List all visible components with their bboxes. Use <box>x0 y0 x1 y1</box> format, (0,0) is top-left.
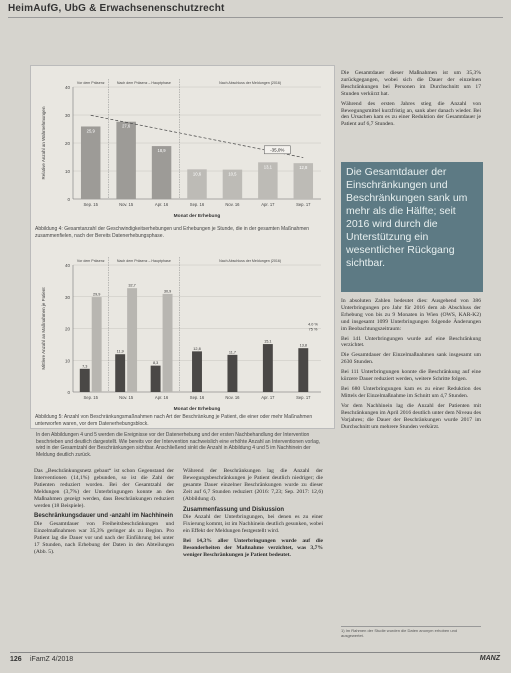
y-axis-label: Mittlere Anzahl an Maßnahmen je Patient <box>41 287 46 370</box>
x-axis-label: Monat der Erhebung <box>173 214 221 219</box>
page-footer <box>10 652 500 665</box>
right-para-1: Die Gesamtdauer dieser Maßnahmen ist um 35,3% zurückgegangen, wobei sich die Dauer der einzelnen Beschränkungen bei Personen im Durchschnitt um 17 Stunden verkürzt hat. <box>341 70 481 97</box>
body-column-right-top <box>341 70 481 131</box>
x-axis-label: Monat der Erhebung <box>173 407 221 412</box>
col1-para-2: Die Gesamtdauer von Freiheitsbeschränkungen und Einzelmaßnahmen war 35,3% geringer als zu Beginn. Pro Patient lag die Dauer vor und nach der Einführung bei unter 17 Stunden, nach Erhebung der Daten in den Abteilungen (Abb. 5). <box>34 521 174 555</box>
body-column-1 <box>34 468 174 559</box>
y-tick-label: 40 <box>64 263 70 268</box>
y-tick-label: 0 <box>67 197 70 202</box>
publisher-logo: MANZ <box>479 655 500 662</box>
x-tick-label: Sep. 15 <box>83 395 98 400</box>
y-tick-label: 40 <box>64 85 70 90</box>
bar-value-label: 7,3 <box>82 364 88 369</box>
y-tick-label: 30 <box>64 113 70 118</box>
bar-value-label: 25,9 <box>86 128 95 134</box>
x-tick-label: Apr. 17 <box>261 202 275 207</box>
right-b-para-3: Die Gesamtdauer der Einzelmaßnahmen sank insgesamt um 2630 Stunden. <box>341 352 481 366</box>
bar-value-label: 29,9 <box>92 292 101 297</box>
bar-series-1 <box>151 366 161 392</box>
y-tick-label: 20 <box>64 141 70 146</box>
x-tick-label: Sep. 16 <box>189 395 205 400</box>
col2-para-1: Während der Beschränkungen lag die Anzahl der Bewegungsbeschränkungen je Patient deutlich niedriger; die gesamte Dauer einzelner Beschränkungen wurde zu dieser Zeit auf 6,7 Stunden reduziert (2016: 7,23; Sep. 2017: 12,6) (Abbildung 4). <box>183 468 323 502</box>
col2-para-3: Bei 14,3% aller Unterbringungen wurde auf die Besonderheiten der Maßnahme verzichtet, was 3,7% weniger Beschränkungen je Patient bedeutet. <box>183 538 323 558</box>
right-b-para-2: Bei 141 Unterbringungen wurde auf eine Beschränkung verzichtet. <box>341 335 481 349</box>
x-tick-label: Apr. 16 <box>154 202 169 207</box>
y-axis-label: Relative Anzahl an Wahrnehmungen <box>41 106 46 180</box>
bar <box>81 126 100 199</box>
right-b-para-1: In absoluten Zahlen bedeutet dies: Ausgehend von 386 Unterbringungen pro Jahr für 2016 dem ab Abschluss der Erhebung von bis zu 9 Monaten in Wien (OWS, KAR-K2) und insgesamt 1099 Unterbringungen folgende Änderungen im Beobachtungszeitraum: <box>341 298 481 332</box>
col1-para-1: Das „Beschränkungsnetz gebaut“ ist schon Gegenstand der Interventionen (14,1%) gebunden, so ist die Zahl der Patienten reduziert worden. Bei der Gesamtzahl der Meldungen (3,7%) der Unterbringungen konnte an den Maßnahmen gezeigt werden, dass Beschränkungen reduziert werden (18 Beispiele). <box>34 468 174 509</box>
bar-value-label: 10,5 <box>228 171 237 177</box>
bar-value-label: 12,8 <box>299 165 308 171</box>
figure-panel <box>30 65 335 429</box>
side-annotation: 4.0 % <box>308 322 318 327</box>
bar-series-1 <box>115 354 125 392</box>
body-column-2 <box>183 468 323 562</box>
bar <box>152 146 171 199</box>
y-tick-label: 20 <box>64 326 70 332</box>
bar-series-1 <box>80 369 90 392</box>
pull-quote: Die Gesamtdauer der Einschränkungen und Beschränkungen sank um mehr als die Hälfte; seit 2016 wird durch die Unterstützung ein wesentlicher Rückgang sichtbar. <box>341 162 483 292</box>
x-tick-label: Apr. 17 <box>261 395 275 400</box>
col2-para-2: Die Anzahl der Unterbringungen, bei denen es zu einer Fixierung kommt, ist im Nachhinein deutlich gesunken, wobei ein Effekt der Meldungen festgestellt wird. <box>183 514 323 535</box>
x-tick-label: Sep. 16 <box>189 202 205 207</box>
page-number: 126 <box>10 656 22 663</box>
x-tick-label: Sep. 17 <box>296 395 311 400</box>
chart2-caption: Abbildung 5: Anzahl von Beschränkungsmaßnahmen nach Art der Beschränkung je Patient, die einer oder mehr Maßnahmen unterworfen waren, vor dem Datenerhebungsblock. <box>35 414 313 427</box>
y-tick-label: 0 <box>67 390 70 395</box>
bar-series-1 <box>298 348 308 392</box>
bar-value-label: 30,9 <box>163 289 172 294</box>
annotation-label: -35,0% <box>270 147 285 153</box>
phase-label: Nach dem Präsenz – Hauptphase <box>116 81 171 85</box>
phase-label: Vor dem Präsenz <box>76 259 105 263</box>
bar-series-1 <box>227 355 237 392</box>
bar-series-1 <box>263 344 273 392</box>
bar-series-2 <box>163 294 173 392</box>
chart-total-duration <box>31 71 334 221</box>
x-tick-label: Sep. 17 <box>296 202 311 207</box>
bar <box>116 122 135 199</box>
phase-label: Nach dem Präsenz – Hauptphase <box>116 259 171 263</box>
bar-value-label: 27,6 <box>122 123 131 129</box>
bar-series-2 <box>127 288 137 392</box>
x-tick-label: Apr. 16 <box>154 395 169 400</box>
chart-restrictions-per-patient <box>31 249 334 414</box>
bar-value-label: 8,3 <box>152 361 159 366</box>
bar-value-label: 18,9 <box>157 148 166 154</box>
bar-value-label: 12,8 <box>193 346 201 351</box>
right-b-para-4: Bei 111 Unterbringungen konnte die Beschränkung auf eine kürzere Dauer reduziert werden, weitere Schritte folgen. <box>341 369 481 383</box>
x-tick-label: Nov. 15 <box>119 395 134 400</box>
footnote: 1) Im Rahmen der Studie wurden die Daten anonym erhoben und ausgewertet. <box>341 626 481 638</box>
running-header: HeimAufG, UbG & Erwachsenenschutzrecht <box>8 3 503 18</box>
phase-label: Nach Abschluss der Meldungen (2016) <box>219 259 282 263</box>
chart1-caption: Abbildung 4: Gesamtanzahl der Geschwindigkeitserhebungen und Erhebungen je Stunde, die in der gesamten Maßnahmen zusammenfielen, nach der Bereits Datenerhebungsphase. <box>35 226 310 239</box>
x-tick-label: Nov. 16 <box>225 395 240 400</box>
phase-label: Nach Abschluss der Meldungen (2016) <box>219 81 282 85</box>
bar-series-2 <box>92 297 102 392</box>
body-column-right-bottom <box>341 298 481 433</box>
bar-value-label: 11,9 <box>116 349 124 354</box>
issue-label: iFamZ 4/2018 <box>30 656 74 663</box>
bar-value-label: 13,8 <box>299 343 307 348</box>
col1-heading: Beschränkungsdauer und -anzahl im Nachhinein <box>34 513 174 520</box>
right-b-para-5: Bei 680 Unterbringungen kam es zu einer Reduktion des Mittels der Einzelmaßnahme im Schnitt um 4,7 Stunden. <box>341 385 481 399</box>
y-tick-label: 30 <box>64 294 70 300</box>
x-tick-label: Nov. 16 <box>225 202 240 207</box>
x-tick-label: Nov. 15 <box>119 202 134 207</box>
intro-paragraph: In den Abbildungen 4 und 5 werden die Ereignisse vor der Datenerhebung und der ersten Nachbehandlung der Intervention beschrieben und deutlich dargestellt. Wie bereits vor der Intervention nachweislich eine erhöhte Anzahl an Interventionen vorlag, wird in der Gesamtzahl der Beschränkungen sichtbar. Anschließend sinkt die Anzahl in Abbildung 4 und 5 im Nachhinein der Meldung deutlich zurück. <box>36 432 321 458</box>
right-b-para-6: Vor dem Nachhinein lag die Anzahl der Patienten mit Beschränkungen im April 2016 deutlich unter dem Niveau des Vorjahres; die Dauer der Beschränkungen wurde 2017 im Durchschnitt um mehrere Stunden verkürzt. <box>341 402 481 430</box>
phase-label: Vor dem Präsenz <box>76 81 105 85</box>
bar-value-label: 13,1 <box>263 164 272 170</box>
y-tick-label: 10 <box>64 169 70 174</box>
y-tick-label: 10 <box>64 358 70 364</box>
col2-heading: Zusammenfassung und Diskussion <box>183 506 285 513</box>
right-para-2: Während des ersten Jahres stieg die Anzahl von Bewegungsmittel kurzfristig an, sank aber danach wieder. Bei den Ursachen kam es zu einer Reduktion der Gesamtdauer je Patient auf 6,7 Stunden. <box>341 100 481 128</box>
bar-value-label: 15,1 <box>264 339 272 344</box>
bar-value-label: 10,6 <box>192 171 202 177</box>
bar-value-label: 11,7 <box>228 350 236 355</box>
side-annotation: 75 % <box>308 327 318 332</box>
x-tick-label: Sep. 15 <box>83 202 98 207</box>
bar-value-label: 32,7 <box>128 283 136 288</box>
bar-series-1 <box>192 351 202 392</box>
